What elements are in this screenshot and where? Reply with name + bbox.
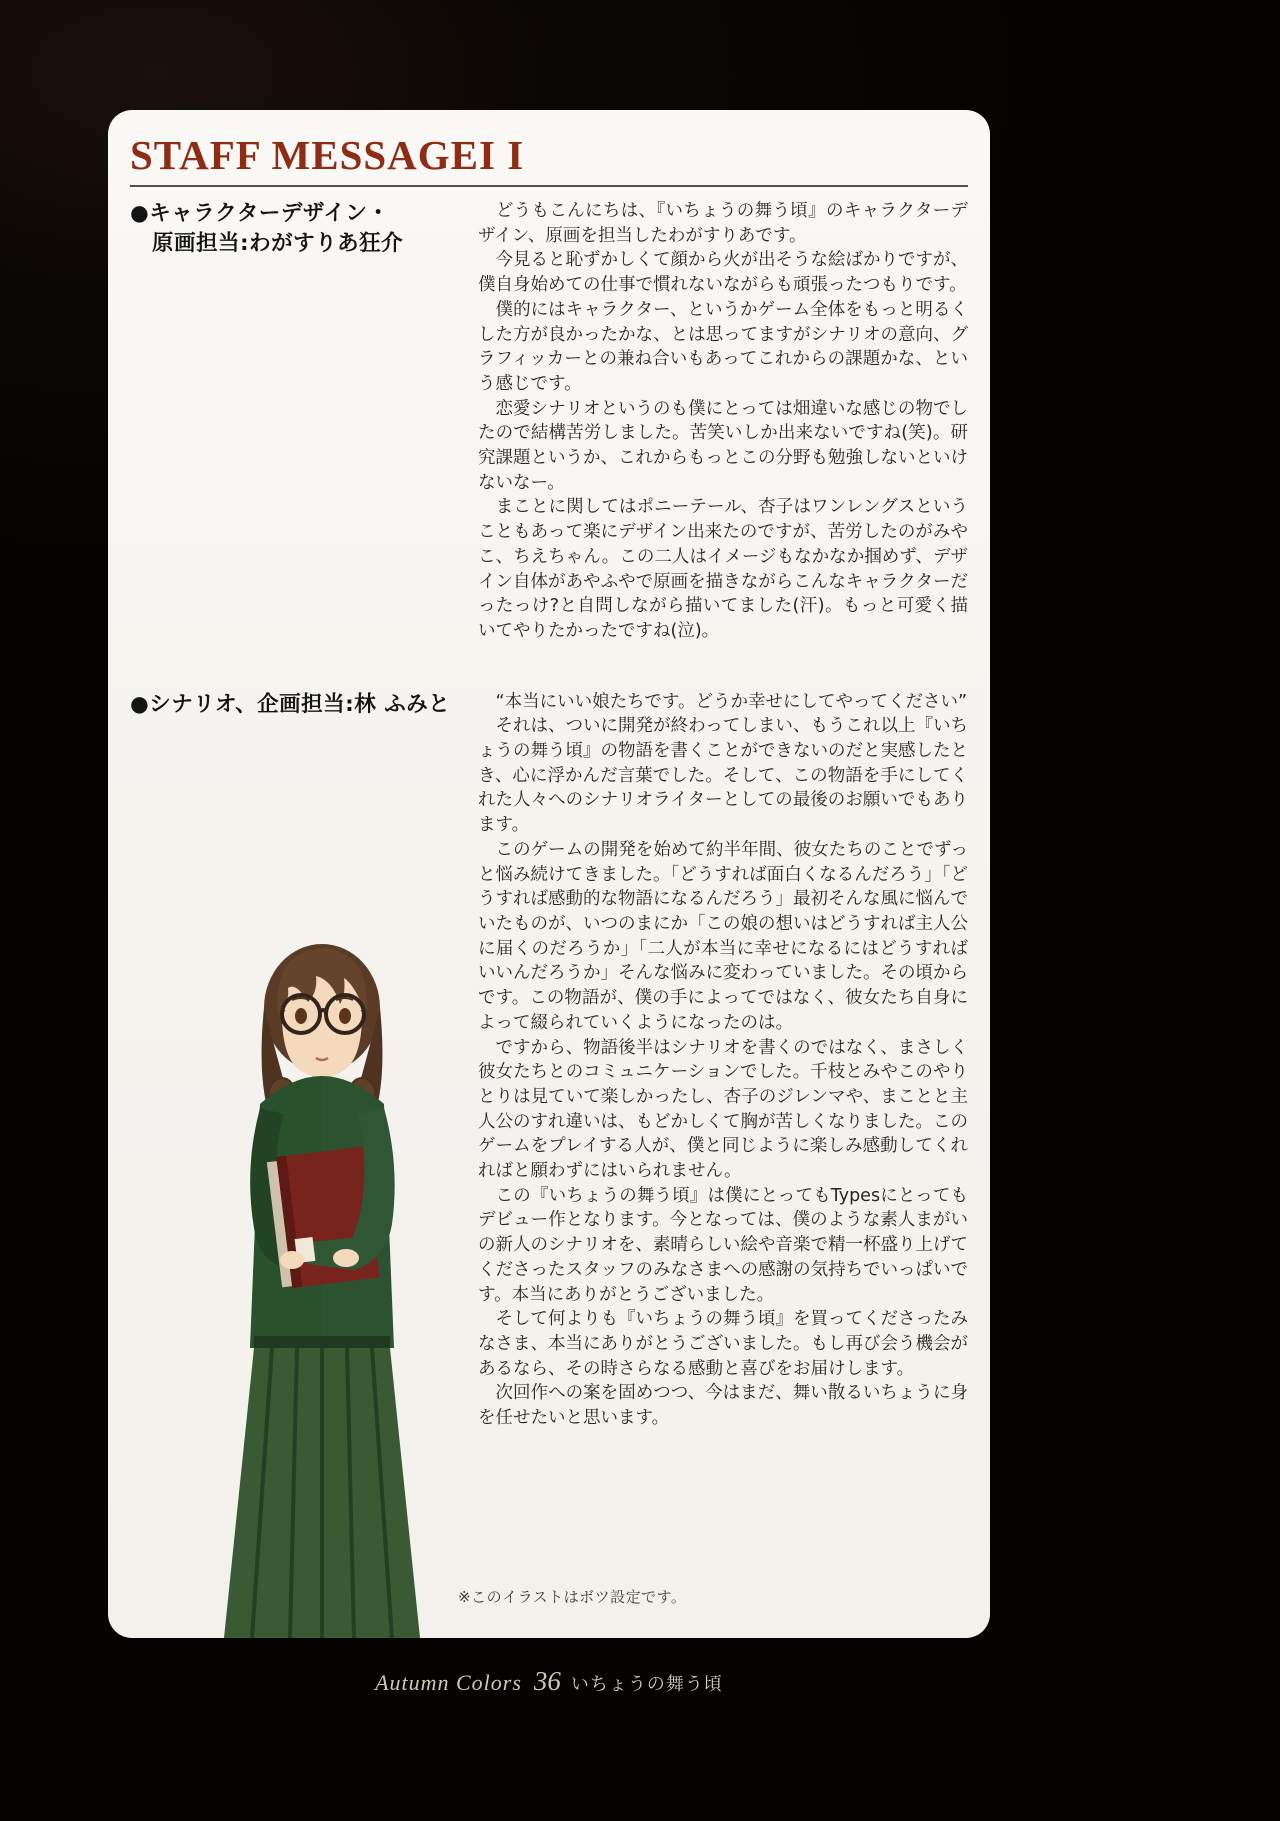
- section-heading-scenario: [130, 690, 478, 720]
- heading-line: ●シナリオ、企画担当:林 ふみと: [130, 691, 451, 717]
- title-divider: [130, 185, 968, 187]
- paragraph: ですから、物語後半はシナリオを書くのではなく、まさしく彼女たちとのコミュニケーションでした。千枝とみやこのやりとりは見ていて楽しかったし、杏子のジレンマや、まことと主人公のすれ違いは、もどかしくて胸が苦しくなりました。このゲームをプレイする人が、僕と同じように楽しみ感動してくれればと願わずにはいられません。: [478, 1037, 968, 1182]
- paragraph: どうもこんにちは、『いちょうの舞う頃』のキャラクターデザイン、原画を担当したわがすりあです。: [478, 201, 968, 246]
- paragraph: 僕的にはキャラクター、というかゲーム全体をもっと明るくした方が良かったかな、とは思ってますがシナリオの意向、グラフィッカーとの兼ね合いもあってこれからの課題かな、という感じです。: [478, 299, 968, 394]
- schoolgirl-illustration: [196, 908, 448, 1638]
- section-heading-character-design: [130, 199, 478, 259]
- page-footer: [108, 1666, 990, 1697]
- paragraph: 今見ると恥ずかしくて顔から火が出そうな絵ばかりですが、僕自身始めての仕事で慣れないながらも頑張ったつもりです。: [478, 250, 968, 296]
- heading-line: 原画担当:わがすりあ狂介: [130, 231, 404, 256]
- footer-game-title: いちょうの舞う頃: [570, 1674, 723, 1694]
- section-body-character-design: [478, 199, 968, 644]
- paragraph: それは、ついに開発が終わってしまい、もうこれ以上『いちょうの舞う頃』の物語を書くことができないのだと実感したとき、心に浮かんだ言葉でした。そして、この物語を手にしてくれた人々へのシナリオライターとしての最後のお願いでもあります。: [478, 716, 968, 836]
- paragraph: まことに関してはポニーテール、杏子はワンレングスということもあって楽にデザイン出来たのですが、苦労したのがみやこ、ちえちゃん。この二人はイメージもなかなか掴めず、デザイン自体があやふやで原画を描きながらこんなキャラクターだったっけ?と自問しながら描いてました(汗)。もっと可愛く描いてやりたかったですね(泣)。: [478, 497, 968, 641]
- illustration-caption: ※このイラストはボツ設定です。: [458, 1588, 687, 1606]
- footer-page-number: 36: [533, 1666, 561, 1696]
- paragraph: 次回作への案を固めつつ、今はまだ、舞い散るいちょうに身を任せたいと思います。: [478, 1383, 968, 1429]
- page-title: STAFF MESSAGEI I: [130, 132, 525, 178]
- section-character-design: [130, 199, 968, 644]
- paragraph: そして何よりも『いちょうの舞う頃』を買ってくださったみなさま、本当にありがとうございました。もし再び会う機会があるなら、その時さらなる感動と喜びをお届けします。: [478, 1309, 968, 1379]
- footer-series-title: Autumn Colors: [375, 1670, 522, 1695]
- paragraph: 恋愛シナリオというのも僕にとっては畑違いな感じの物でしたので結構苦労しました。苦笑いしか出来ないですね(笑)。研究課題というか、これからもっとこの分野も勉強しないといけないなー。: [478, 398, 968, 493]
- section-body-scenario: [478, 690, 968, 1431]
- paragraph: このゲームの開発を始めて約半年間、彼女たちのことでずっと悩み続けてきました。「どうすれば面白くなるんだろう」「どうすれば感動的な物語になるんだろう」最初そんな風に悩んでいたものが、いつのまにか「この娘の想いはどうすれば主人公に届くのだろうか」「二人が本当に幸せになるにはどうすればいいんだろうか」そんな悩みに変わっていました。その頃からです。この物語が、僕の手によってではなく、彼女たち自身によって綴られていくようになったのは。: [478, 839, 968, 1033]
- paper-page: [108, 110, 990, 1638]
- heading-line: ●キャラクターデザイン・: [130, 201, 390, 226]
- paragraph: “本当にいい娘たちです。どうか幸せにしてやってください”: [478, 691, 968, 712]
- paragraph: この『いちょうの舞う頃』は僕にとってもTypesにとってもデビュー作となります。今となっては、僕のような素人まがいの新人のシナリオを、素晴らしい絵や音楽で精一杯盛り上げてくださったスタッフのみなさまへの感謝の気持ちでいっぱいです。本当にありがとうございました。: [478, 1185, 968, 1305]
